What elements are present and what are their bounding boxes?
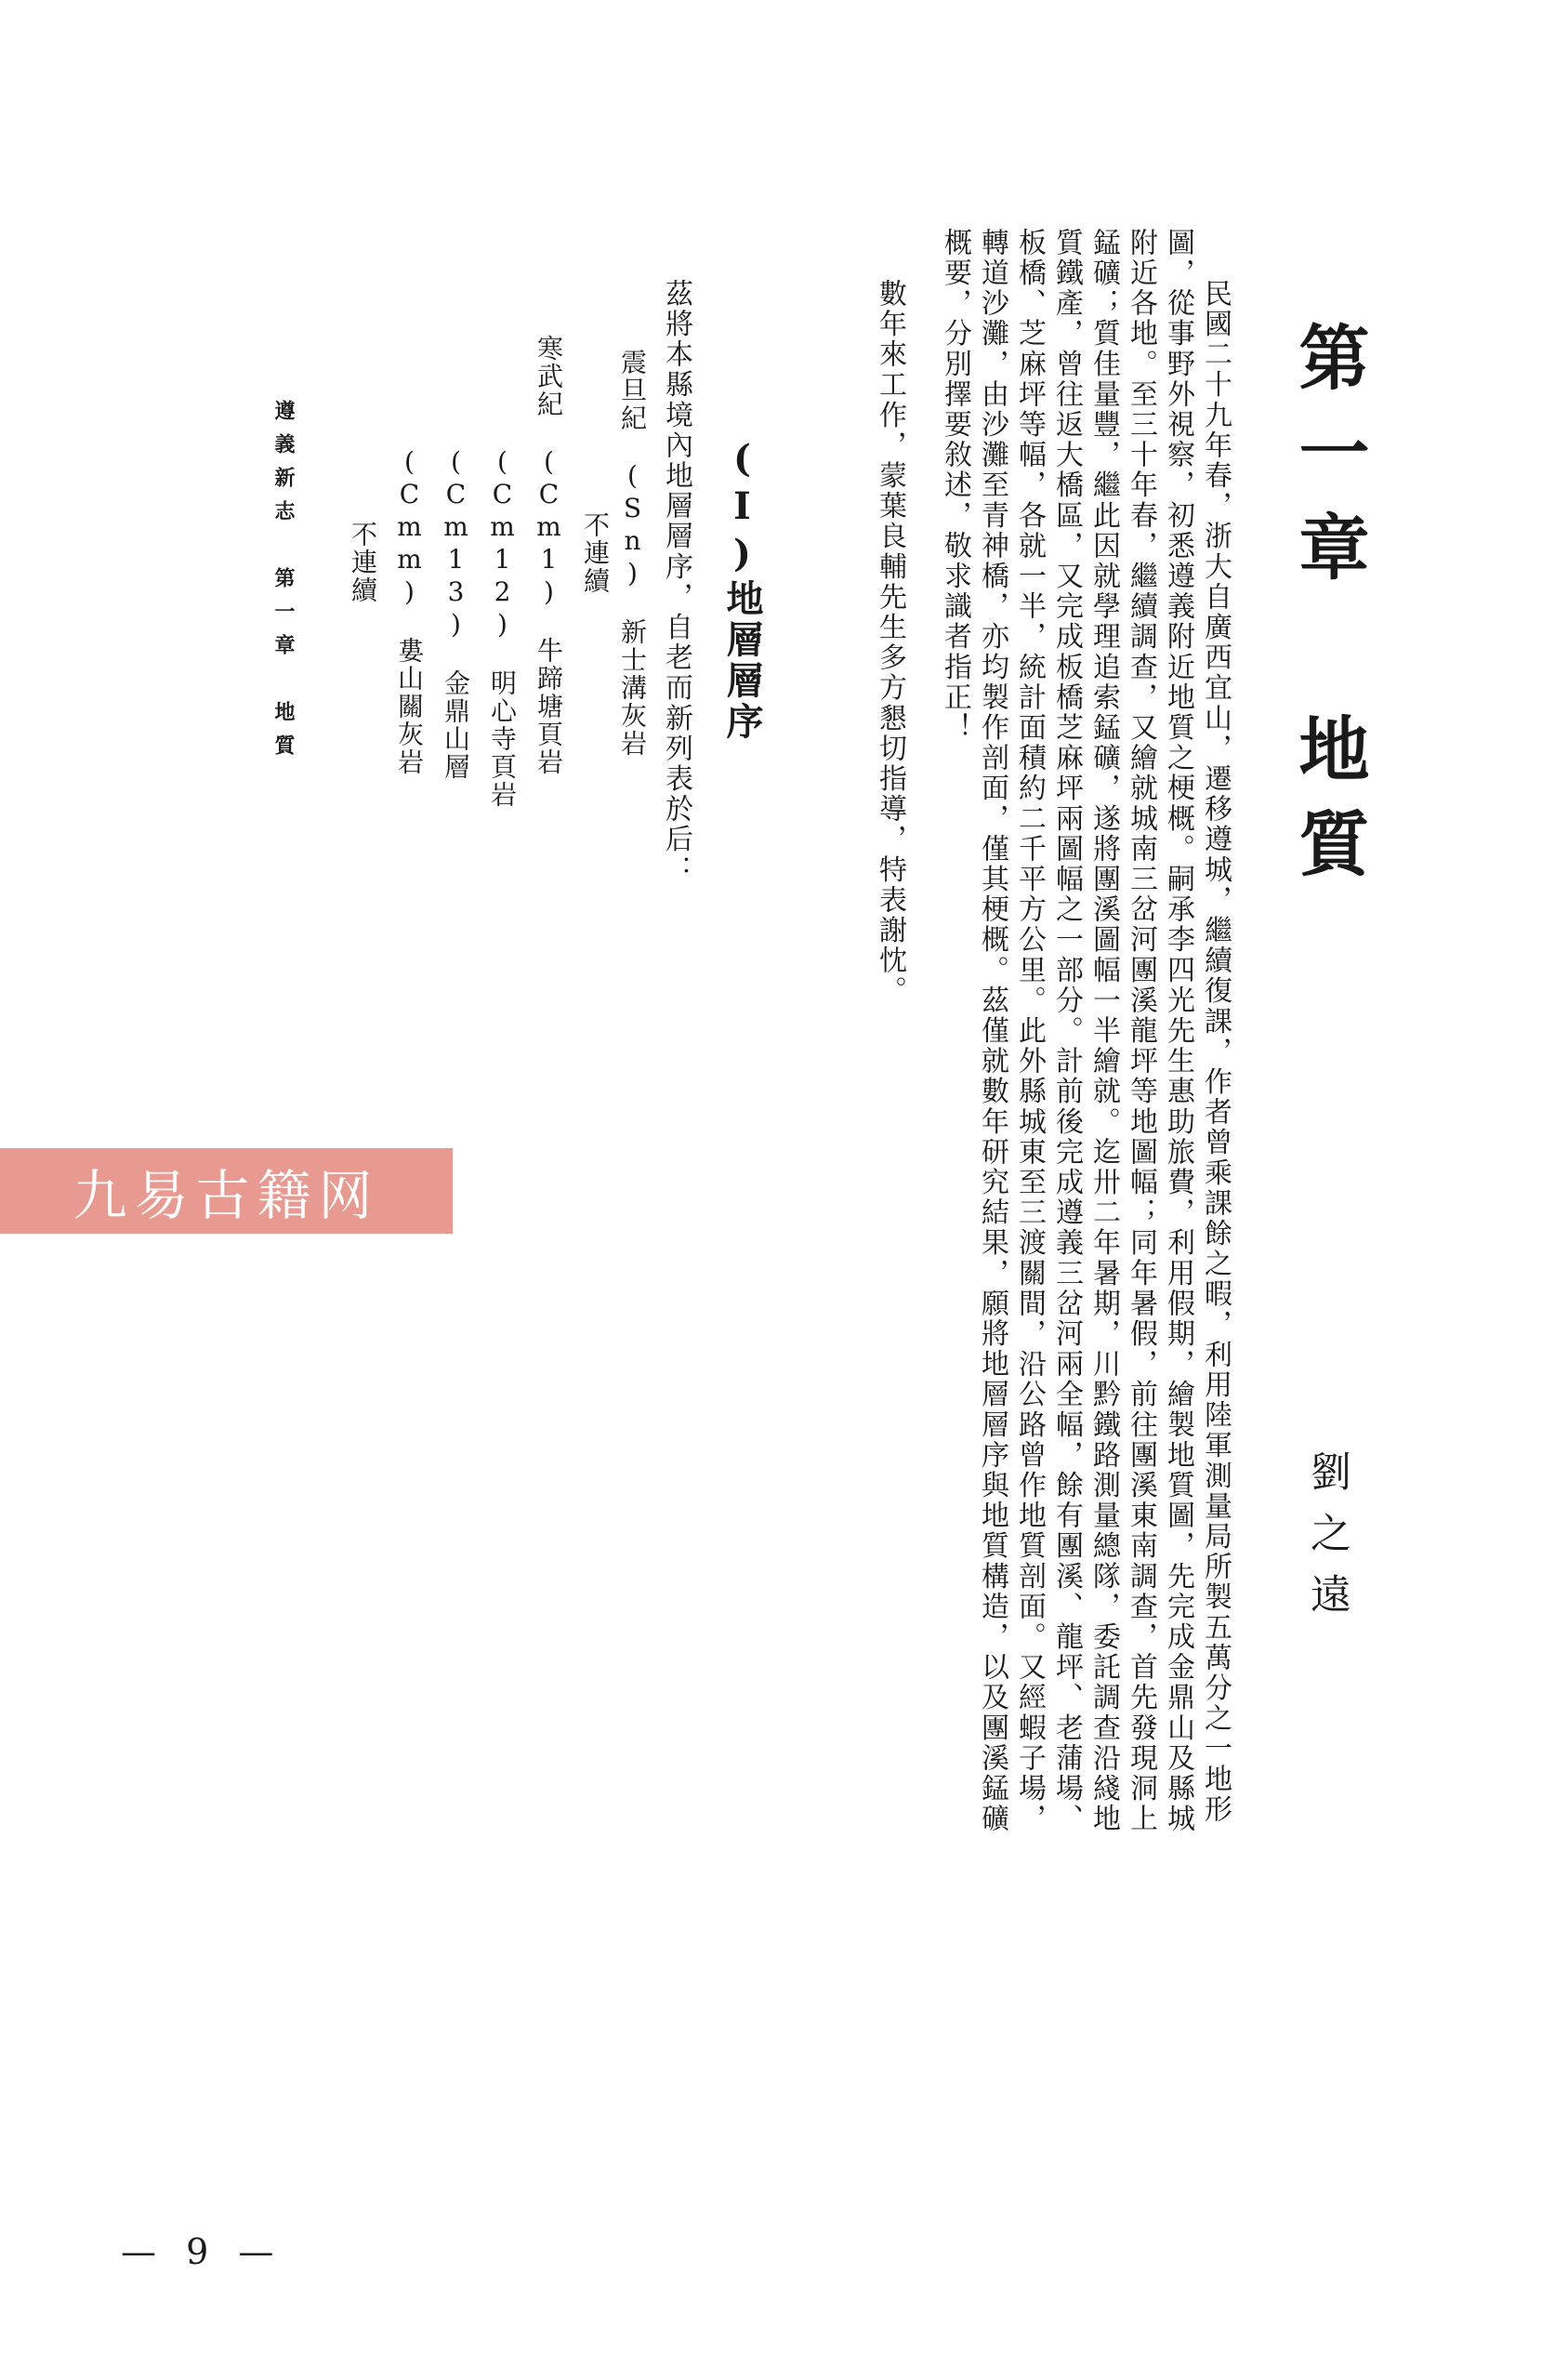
- strata-row: (Cmm) 婁山關灰岩: [394, 335, 425, 776]
- running-footer: 遵義新志 第一章 地質: [271, 400, 296, 768]
- body-column: 概要，分別擇要敘述，敬求識者指正！: [939, 228, 971, 744]
- body-column: 轉道沙灘，由沙灘至青神橋，亦均製作剖面，僅其梗概。茲僅就數年研究結果，願將地層層序與地質構造，以及團溪錳礦: [976, 228, 1008, 1834]
- body-column: 附近各地。至三十年春，繼續調查，又繪就城南三岔河團溪龍坪等地圖幅；同年暑假，前往團溪東南調查，首先發現洞上: [1125, 228, 1157, 1834]
- body-column: 數年來工作，蒙葉良輔先生多方懇切指導，特表謝忱。: [874, 279, 906, 1007]
- body-column: 圖，從事野外視察，初悉遵義附近地質之梗概。嗣承李四光先生惠助旅費，利用假期，繪製地質圖，先完成金鼎山及縣城: [1162, 228, 1194, 1834]
- chapter-title: 第一章 地質: [1287, 321, 1370, 902]
- page-number: — 9 —: [121, 2231, 283, 2272]
- body-column: 錳礦；質佳量豐，繼此因就學理追索錳礦，遂將團溪圖幅一半繪就。迄卅二年暑期，川黔鐵路測量總隊，委託調查沿綫地: [1087, 228, 1120, 1834]
- body-column: 質鐵產，曾往返大橋區，又完成板橋芝麻坪兩圖幅之一部分。計前後完成遵義三岔河兩全幅，餘有團溪、龍坪、老蒲場、: [1050, 228, 1083, 1834]
- strata-intro: 茲將本縣境內地層層序，自老而新列表於后：: [660, 279, 692, 885]
- body-column: 板橋、芝麻坪等幅，各就一半，統計面積約二千平方公里。此外縣城東至三渡關間，沿公路曾作地質剖面。又經蝦子場，: [1013, 228, 1046, 1834]
- strata-row: (Cm12) 明心寺頁岩: [487, 335, 518, 809]
- watermark-banner: [0, 1148, 453, 1234]
- strata-row: (Cm13) 金鼎山層: [441, 335, 471, 781]
- author-name: 劉之遠: [1303, 1450, 1351, 1634]
- strata-row: 不連續: [348, 465, 378, 604]
- body-column: 民國二十九年春，浙大自廣西宜山，遷移遵城，繼續復課，作者曾乘課餘之暇，利用陸軍測量局所製五萬分之一地形: [1199, 279, 1232, 1825]
- strata-row: 震旦紀 (Sn) 新士溝灰岩: [617, 349, 648, 758]
- strata-row: 不連續: [580, 483, 611, 595]
- watermark-text: 九易古籍网: [72, 1164, 380, 1227]
- strata-row: 寒武紀 (Cm1) 牛蹄塘頁岩: [534, 335, 564, 776]
- section-heading: (I)地層層序: [720, 437, 764, 743]
